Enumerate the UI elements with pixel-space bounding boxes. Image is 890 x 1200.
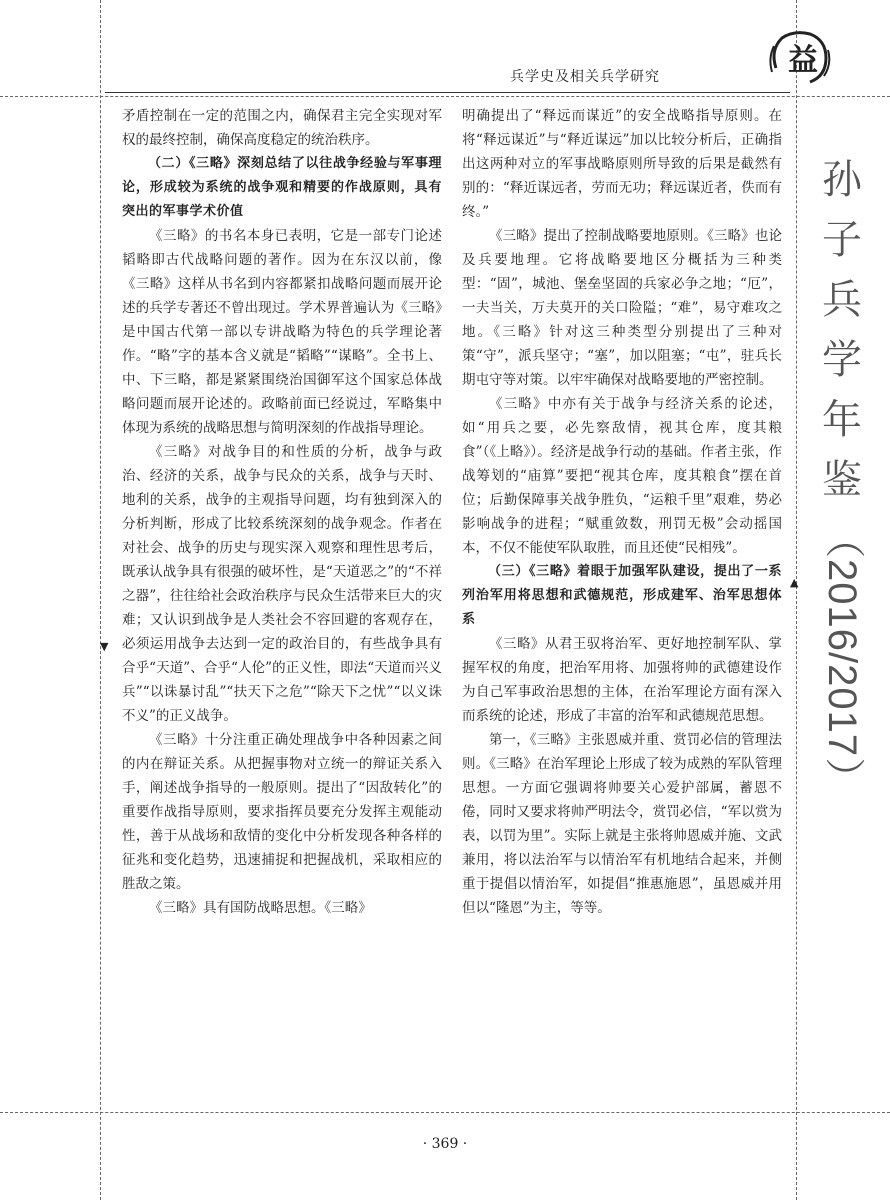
body-paragraph: 《三略》中亦有关于战争与经济关系的论述，如“用兵之要，必先察敌情，视其仓库，度其粮食”（《上略》）。经济是战争行动的基础。作者主张，作战筹划的“庙算”要把“视其仓库，度其粮食”摆在首位；后勤保障事关战争胜负，“运粮千里”艰难，势必影响战争的进程；“赋重敛数，刑罚无极”会动摇国本，不仅不能使军队取胜，而且还使“民相残”。	[462, 396, 782, 556]
body-paragraph: 《三略》对战争目的和性质的分析，战争与政治、经济的关系，战争与民众的关系，战争与天时、地利的关系，战争的主观指导问题，均有独到深入的分析判断，形成了比较系统深刻的战争观念。作者在对社会、战争的历史与现实深入观察和理性思考后，既承认战争具有很强的破坏性，是“天道恶之”的“不祥之器”，往往给社会政治秩序与民众生活带来巨大的灾难；又认识到战争是人类社会不容回避的客观存在，必须运用战争去达到一定的政治目的，有些战争具有合乎“天道”、合乎“人伦”的正义性，即法“天道而兴义兵”“以诛暴讨乱”“扶天下之危”“除天下之忧”“以义诛不义”的正义战争。	[122, 444, 442, 724]
title-char: 孙	[822, 157, 862, 203]
section-heading: （三）《三略》着眼于加强军队建设，提出了一系列治军用将思想和武德规范，形成建军、治军思想体系	[462, 564, 782, 627]
body-paragraph: 第一，《三略》主张恩威并重、赏罚必信的管理法则。《三略》在治军理论上形成了较为成熟的军队管理思想。一方面它强调将帅要关心爱护部属，蓄恩不倦，同时又要求将帅严明法令，赏罚必信，“军以赏为表，以罚为里”。实际上就是主张将帅恩威并施、文武兼用，将以法治军与以情治军有机地结合起来，并侧重于提倡以情治军，如提倡“推惠施恩”，虽恩威并用但以“隆恩”为主，等等。	[462, 732, 782, 916]
section-heading: （二）《三略》深刻总结了以往战争经验与军事理论，形成较为系统的战争观和精要的作战原则，具有突出的军事学术价值	[122, 156, 442, 219]
running-header: 兵学史及相关兵学研究	[510, 69, 660, 85]
crop-line-right	[796, 0, 797, 1200]
page-number: · 369 ·	[422, 1136, 468, 1152]
body-paragraph: 《三略》具有国防战略思想。《三略》	[149, 900, 372, 916]
title-year: （2016/2017）	[820, 518, 864, 799]
crop-line-top	[0, 96, 890, 97]
crop-line-bottom	[0, 1112, 890, 1113]
body-paragraph: 《三略》的书名本身已表明，它是一部专门论述韬略即古代战略问题的著作。因为在东汉以前，像《三略》这样从书名到内容都紧扣战略问题而展开论述的兵学专著还不曾出现过。学术界普遍认为《三略》是中国古代第一部以专讲战略为特色的兵学理论著作。“略”字的基本含义就是“韬略”“谋略”。全书上、中、下三略，都是紧紧围绕治国御军这个国家总体战略问题而展开论述的。政略前面已经说过，军略集中体现为系统的战略思想与简明深刻的作战指导理论。	[122, 228, 442, 436]
crop-line-left	[100, 0, 101, 1200]
yearbook-logo-icon	[766, 28, 832, 90]
body-paragraph: 矛盾控制在一定的范围之内，确保君主完全实现对军权的最终控制，确保高度稳定的统治秩序。	[122, 108, 442, 148]
left-margin-arrow-icon: ▼	[100, 640, 109, 653]
body-paragraph: 《三略》十分注重正确处理战争中各种因素之间的内在辩证关系。从把握事物对立统一的辩证关系入手，阐述战争指导的一般原则。提出了“因敌转化”的重要作战指导原则，要求指挥员要充分发挥主观能动性，善于从战场和敌情的变化中分析发现各种各样的征兆和变化趋势，迅速捕捉和把握战机，采取相应的胜敌之策。	[122, 732, 442, 892]
logo-glyph: 益	[788, 43, 818, 78]
body-paragraph: 《三略》从君王驭将治军、更好地控制军队、掌握军权的角度，把治军用将、加强将帅的武德建设作为自己军事政治思想的主体，在治军理论方面有深入而系统的论述，形成了丰富的治军和武德规范思想。	[462, 636, 782, 724]
title-char: 鉴	[822, 457, 862, 503]
title-char: 年	[822, 397, 862, 443]
right-margin-arrow-icon: ▲	[790, 576, 799, 589]
title-char: 学	[822, 337, 862, 383]
right-text-column	[462, 104, 782, 920]
body-paragraph: 《三略》提出了控制战略要地原则。《三略》也论及兵要地理。它将战略要地区分概括为三种类型：“固”，城池、堡垒坚固的兵家必争之地；“厄”，一夫当关，万夫莫开的关口险隘；“难”，易守难攻之地。《三略》针对这三种类型分别提出了三种对策“守”，派兵坚守；“塞”，加以阻塞；“屯”，驻兵长期屯守等对策。以牢牢确保对战略要地的严密控制。	[462, 228, 782, 388]
title-char: 兵	[822, 277, 862, 323]
header-rule	[105, 92, 790, 93]
book-title-vertical	[812, 150, 872, 798]
body-paragraph: 明确提出了“释远而谋近”的安全战略指导原则。在将“释远谋近”与“释近谋远”加以比较分析后，正确指出这两种对立的军事战略原则所导致的后果是截然有别的：“释近谋远者，劳而无功；释远谋近者，佚而有终。”	[462, 108, 782, 220]
title-char: 子	[822, 217, 862, 263]
left-text-column	[122, 104, 442, 920]
